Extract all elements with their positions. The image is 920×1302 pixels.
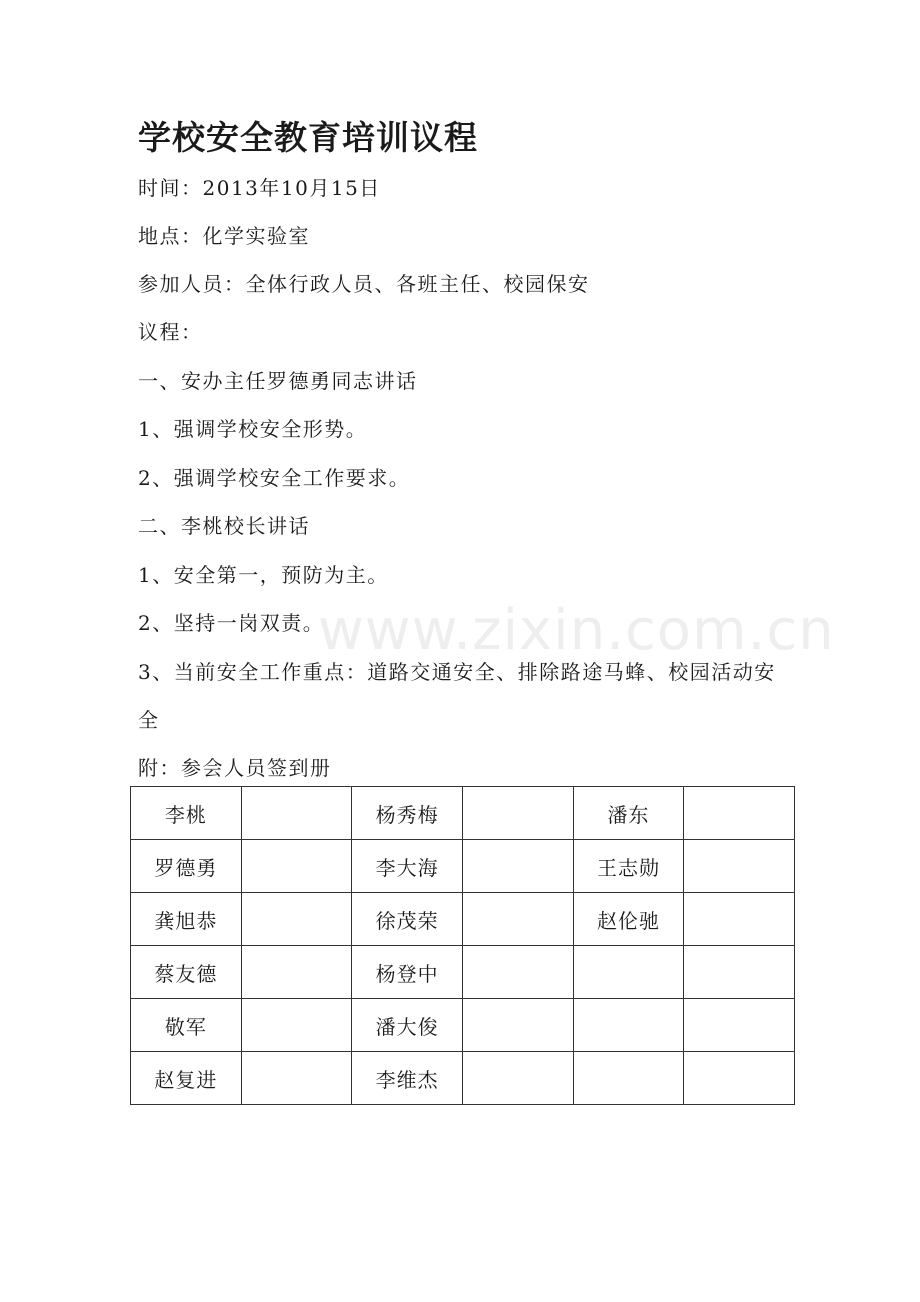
- section1-item: 2、强调学校安全工作要求。: [138, 466, 411, 490]
- section1-heading: 一、安办主任罗德勇同志讲话: [138, 369, 418, 393]
- table-cell-name: 赵伦驰: [573, 893, 684, 946]
- signin-table: [130, 786, 795, 1105]
- section2-item: 3、当前安全工作重点：道路交通安全、排除路途马蜂、校园活动安: [138, 660, 776, 684]
- table-cell-signature: [462, 946, 573, 999]
- attendees-line: 参加人员：全体行政人员、各班主任、校园保安: [138, 272, 590, 296]
- table-cell-signature: [462, 999, 573, 1052]
- table-cell-signature: [241, 893, 352, 946]
- appendix-label: 附：参会人员签到册: [138, 756, 332, 780]
- table-cell-name: 潘大俊: [352, 999, 463, 1052]
- table-cell-signature: [684, 999, 795, 1052]
- table-cell-name: 龚旭恭: [131, 893, 242, 946]
- table-cell-signature: [241, 840, 352, 893]
- table-cell-signature: [684, 787, 795, 840]
- watermark-text: www.zixin.com.cn: [318, 598, 835, 663]
- table-cell-name: 敬军: [131, 999, 242, 1052]
- table-cell-name: 蔡友德: [131, 946, 242, 999]
- table-cell-signature: [462, 840, 573, 893]
- table-cell-signature: [684, 946, 795, 999]
- table-row: [131, 946, 795, 999]
- table-cell-name: [573, 946, 684, 999]
- table-cell-signature: [241, 999, 352, 1052]
- table-cell-name: 罗德勇: [131, 840, 242, 893]
- section2-item: 2、坚持一岗双责。: [138, 611, 325, 635]
- section2-item-continuation: 全: [138, 708, 160, 732]
- table-row: [131, 1052, 795, 1105]
- table-cell-name: 李桃: [131, 787, 242, 840]
- table-row: [131, 893, 795, 946]
- place-line: 地点：化学实验室: [138, 224, 310, 248]
- table-cell-name: 潘东: [573, 787, 684, 840]
- table-cell-signature: [462, 893, 573, 946]
- table-cell-signature: [462, 1052, 573, 1105]
- time-line: 时间：2013年10月15日: [138, 176, 381, 200]
- table-cell-signature: [684, 893, 795, 946]
- agenda-label: 议程：: [138, 320, 203, 344]
- table-cell-signature: [241, 1052, 352, 1105]
- table-cell-signature: [684, 1052, 795, 1105]
- section2-item: 1、安全第一，预防为主。: [138, 563, 389, 587]
- table-row: [131, 787, 795, 840]
- table-cell-name: 杨秀梅: [352, 787, 463, 840]
- table-cell-name: 李大海: [352, 840, 463, 893]
- table-cell-signature: [462, 787, 573, 840]
- table-cell-name: 杨登中: [352, 946, 463, 999]
- table-cell-name: 赵复进: [131, 1052, 242, 1105]
- table-row: [131, 999, 795, 1052]
- table-cell-name: 王志勋: [573, 840, 684, 893]
- table-cell-signature: [241, 787, 352, 840]
- table-cell-name: 李维杰: [352, 1052, 463, 1105]
- table-cell-name: 徐茂荣: [352, 893, 463, 946]
- table-cell-signature: [684, 840, 795, 893]
- document-title: 学校安全教育培训议程: [138, 118, 478, 157]
- table-cell-name: [573, 1052, 684, 1105]
- section1-item: 1、强调学校安全形势。: [138, 417, 368, 441]
- section2-heading: 二、李桃校长讲话: [138, 514, 310, 538]
- table-cell-name: [573, 999, 684, 1052]
- table-row: [131, 840, 795, 893]
- table-cell-signature: [241, 946, 352, 999]
